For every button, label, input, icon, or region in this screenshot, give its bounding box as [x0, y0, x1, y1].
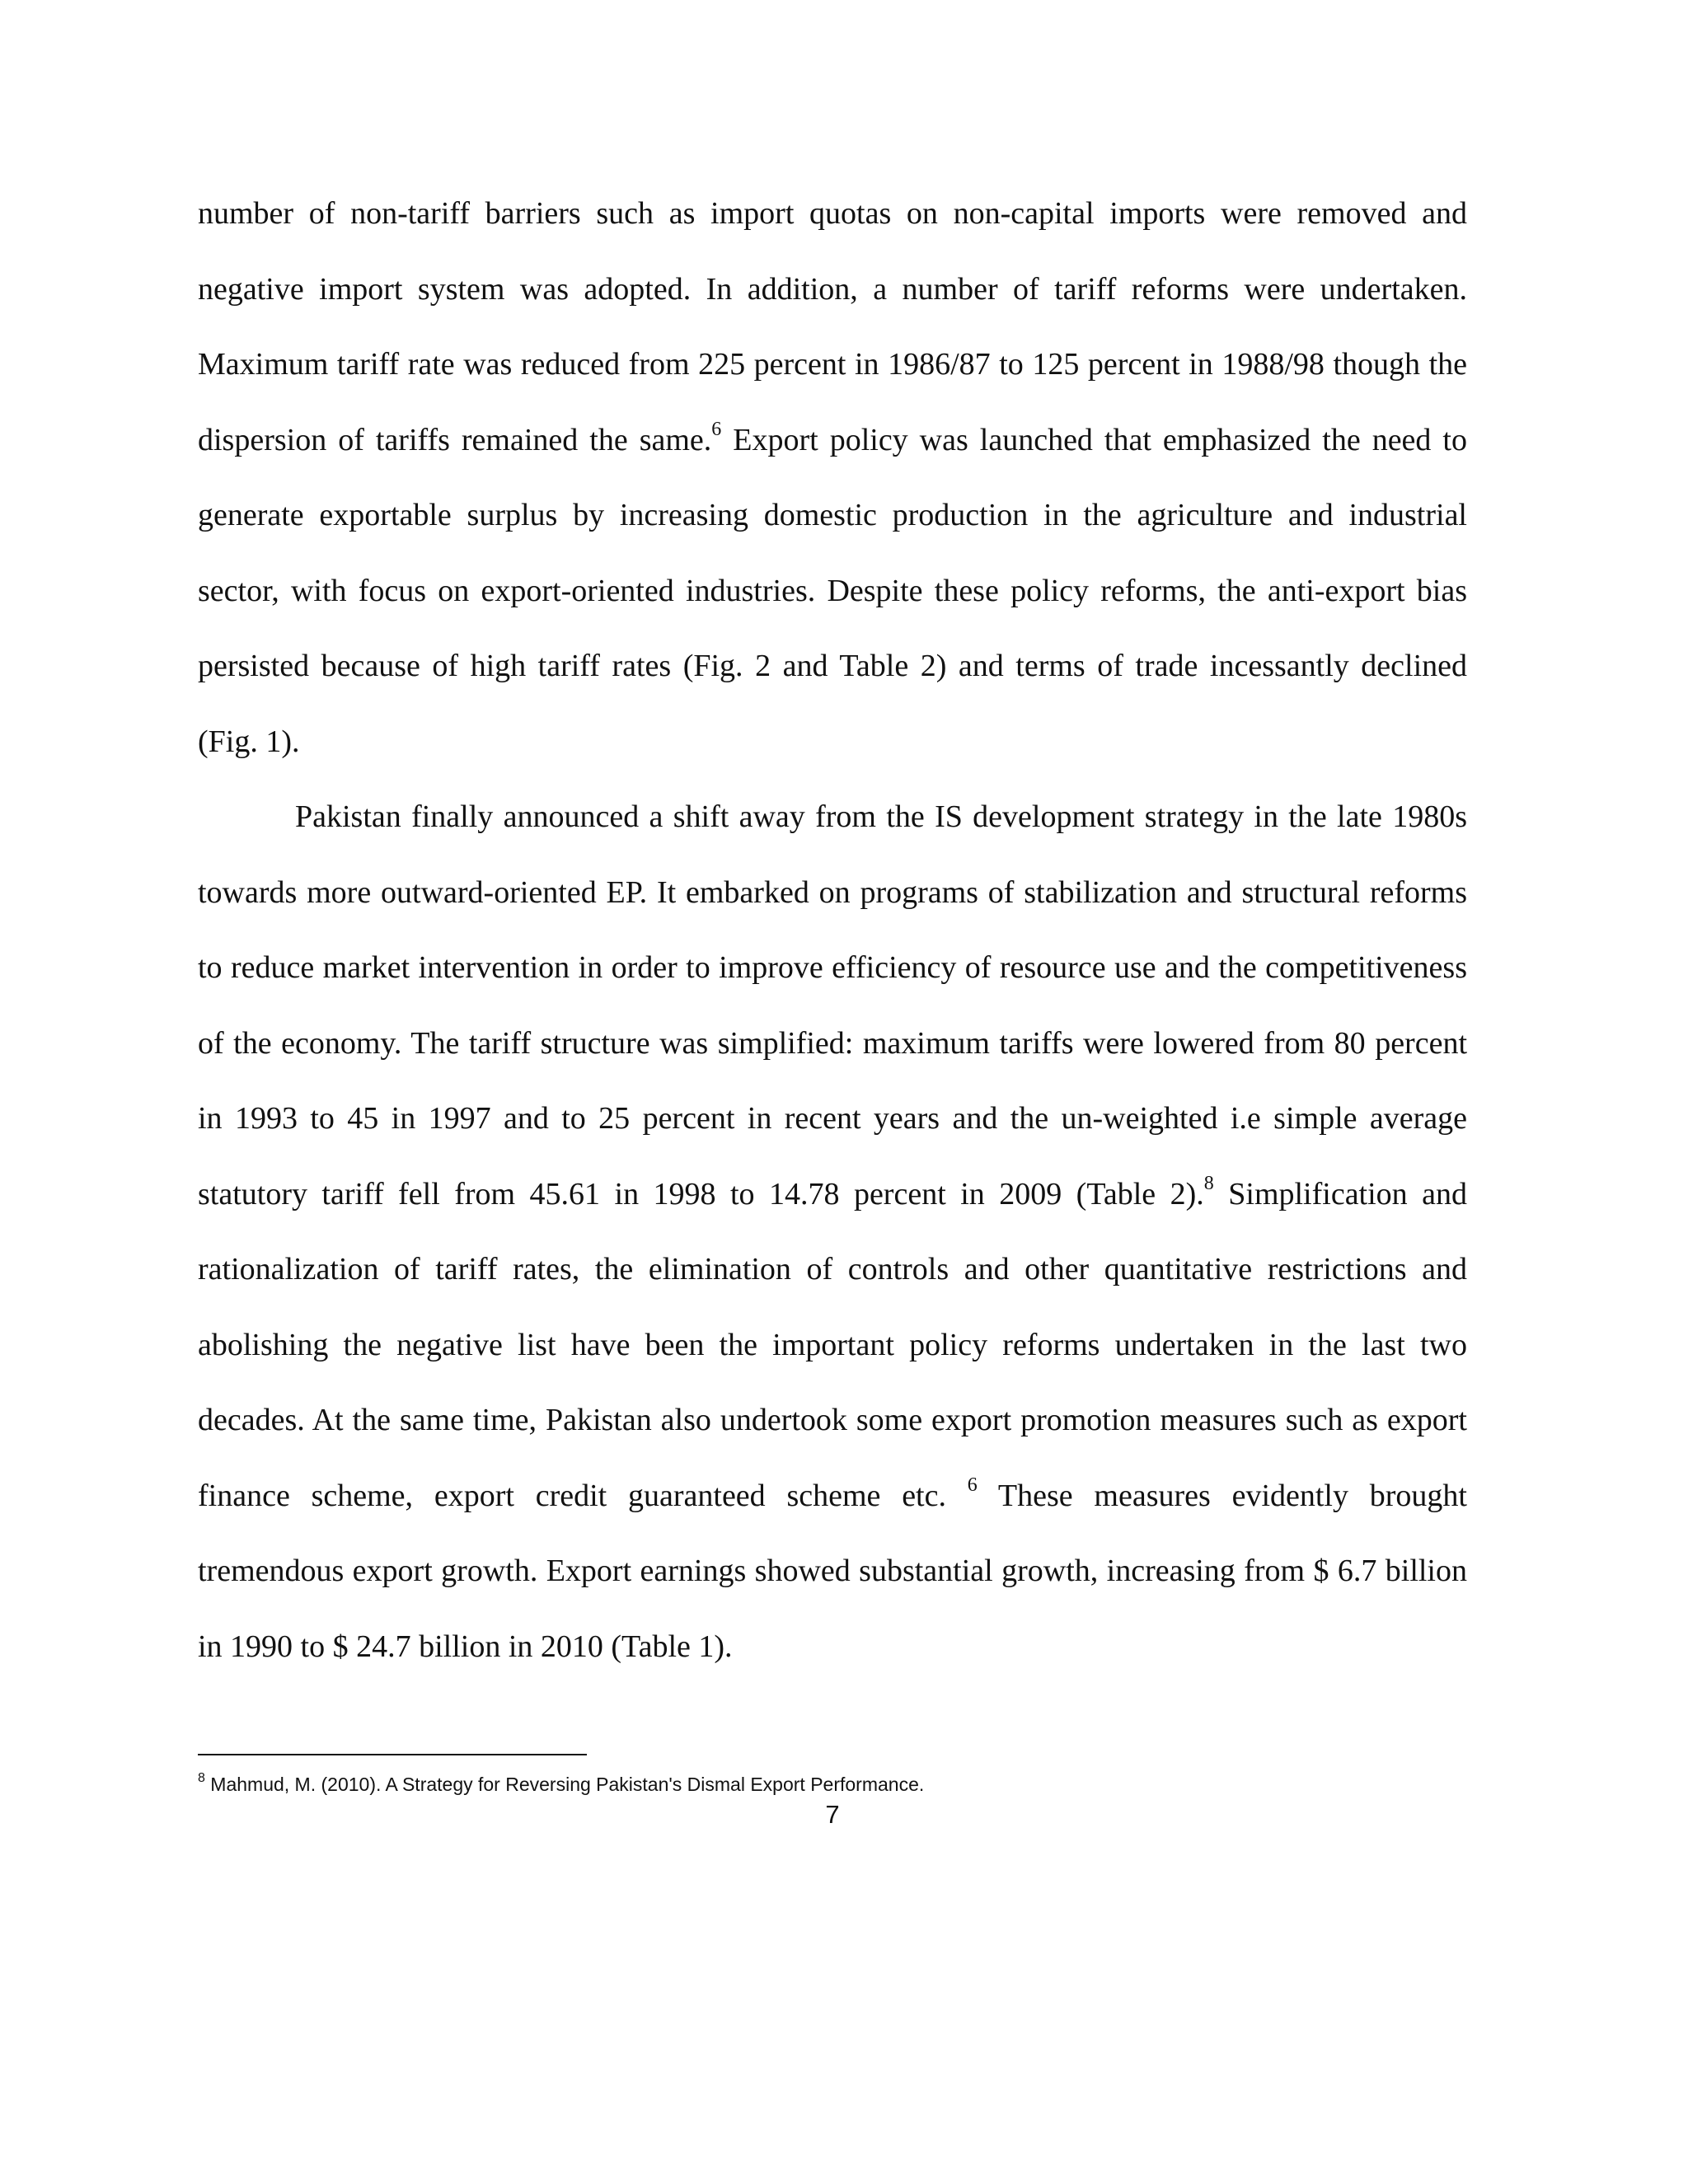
paragraph-1	[198, 176, 1467, 780]
paragraph-2-text-a: Pakistan finally announced a shift away from the IS development strategy in the late 1980s towards more outward-oriented EP. It embarked on programs of stabilization and structural reforms to reduce market intervention in order to improve efficiency of resource use and the competitiveness of the economy. The tariff structure was simplified: maximum tariffs were lowered from 80 percent in 1993 to 45 in 1997 and to 25 percent in recent years and the un-weighted i.e simple average statutory tariff fell from 45.61 in 1998 to 14.78 percent in 2009 (Table 2).	[198, 799, 1467, 1212]
footnote-8	[198, 1770, 1467, 1798]
paragraph-2-text-b: Simplification and rationalization of tariff rates, the elimination of controls and other quantitative restrictions and abolishing the negative list have been the important policy reforms undertaken in the last two decades. At the same time, Pakistan also undertook some export promotion measures such as export finance scheme, export credit guaranteed scheme etc.	[198, 1176, 1467, 1513]
footnote-text: Mahmud, M. (2010). A Strategy for Reversing Pakistan's Dismal Export Performance.	[204, 1774, 925, 1795]
page-number: 7	[825, 1800, 840, 1829]
paragraph-2-text-c: These measures evidently brought tremendous export growth. Export earnings showed substantial growth, increasing from $ 6.7 billion in 1990 to $ 24.7 billion in 2010 (Table 1).	[198, 1478, 1467, 1664]
body-text	[198, 176, 1467, 1685]
paragraph-2	[198, 780, 1467, 1685]
footnote-ref-6-second: 6	[967, 1474, 978, 1496]
paragraph-1-text-b: Export policy was launched that emphasized the need to generate exportable surplus by increasing domestic production in the agriculture and industrial sector, with focus on export-oriented industries. Despite these policy reforms, the anti-export bias persisted because of high tariff rates (Fig. 2 and Table 2) and terms of trade incessantly declined (Fig. 1).	[198, 422, 1467, 759]
footnote-marker: 8	[198, 1771, 205, 1786]
footnote-ref-6: 6	[711, 418, 722, 440]
paragraph-1-text-a: number of non-tariff barriers such as import quotas on non-capital imports were removed and negative import system was adopted. In addition, a number of tariff reforms were undertaken. Maximum tariff rate was reduced from 225 percent in 1986/87 to 125 percent in 1988/98 though the dispersion of tariffs remained the same.	[198, 196, 1467, 457]
footnote-separator	[198, 1754, 587, 1755]
footnote-ref-8: 8	[1203, 1172, 1214, 1194]
